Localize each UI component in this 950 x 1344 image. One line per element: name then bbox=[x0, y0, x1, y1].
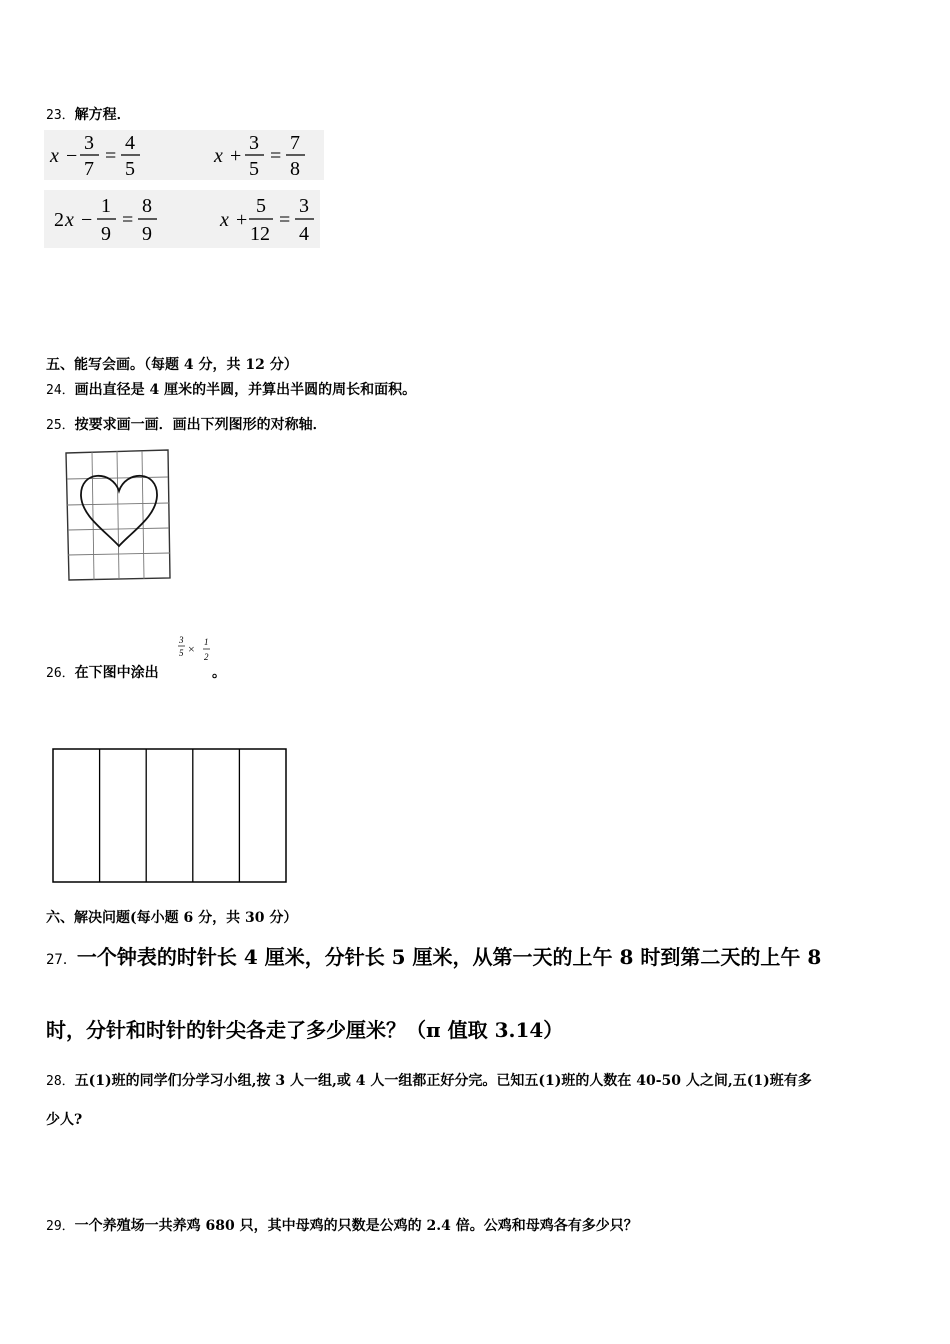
equation-3-num1: 1 bbox=[101, 195, 111, 217]
equation-row-1-svg bbox=[44, 130, 324, 180]
question-27-line-1 bbox=[46, 941, 821, 970]
equation-2 bbox=[213, 132, 305, 180]
equation-2-den1: 5 bbox=[249, 158, 259, 180]
equation-4-num2: 3 bbox=[299, 195, 309, 217]
equation-4-op: + bbox=[236, 209, 248, 231]
equation-1-den1: 7 bbox=[84, 158, 94, 180]
equation-3-eq: = bbox=[122, 209, 134, 231]
expr-den1: 5 bbox=[179, 648, 184, 658]
question-number: 23． bbox=[46, 108, 75, 123]
times-symbol: × bbox=[188, 642, 195, 656]
equation-1-num2: 4 bbox=[125, 132, 135, 154]
section-5-title: 五、能写会画。（每题 4 分，共 12 分） bbox=[46, 357, 298, 373]
question-25 bbox=[46, 414, 327, 434]
grid-lines bbox=[67, 451, 170, 580]
equation-3-op: − bbox=[81, 209, 93, 231]
question-27-line-2: 时，分针和时针的针尖各走了多少厘米？（π 值取 3.14） bbox=[46, 1018, 564, 1042]
equation-2-eq: = bbox=[270, 145, 282, 167]
question-29 bbox=[46, 1215, 638, 1235]
equation-4-den2: 4 bbox=[299, 223, 309, 245]
equation-4-den1: 12 bbox=[250, 223, 270, 245]
equation-4-num1: 5 bbox=[256, 195, 266, 217]
equation-image-row-2 bbox=[44, 190, 320, 248]
question-23 bbox=[46, 104, 131, 124]
equation-3 bbox=[54, 195, 157, 245]
question-text: 解方程． bbox=[74, 107, 131, 123]
question-number: 29． bbox=[46, 1219, 75, 1234]
question-28-line-1 bbox=[46, 1070, 812, 1090]
equation-1-op: − bbox=[66, 145, 78, 167]
question-number: 26． bbox=[46, 666, 75, 681]
question-text: 在下图中涂出 bbox=[74, 665, 159, 681]
equation-4-eq: = bbox=[279, 209, 291, 231]
question-26-tail: 。 bbox=[212, 665, 226, 681]
rectangle-border bbox=[53, 749, 286, 882]
question-26 bbox=[46, 662, 159, 682]
equation-1-den2: 5 bbox=[125, 158, 135, 180]
five-part-rectangle bbox=[52, 748, 288, 884]
equation-1-eq: = bbox=[105, 145, 117, 167]
equation-1-var: x bbox=[50, 145, 59, 167]
equation-3-den1: 9 bbox=[101, 223, 111, 245]
equation-2-op: + bbox=[230, 145, 242, 167]
question-text: 五(1)班的同学们分学习小组,按 3 人一组,或 4 人一组都正好分完。已知五(1)班的人数在 40-50 人之间,五(1)班有多 bbox=[74, 1073, 812, 1089]
question-28-line-2: 少人? bbox=[46, 1112, 83, 1128]
expr-num1: 3 bbox=[179, 635, 184, 645]
question-number: 28． bbox=[46, 1074, 75, 1089]
equation-3-var: x bbox=[65, 209, 74, 231]
equation-3-num2: 8 bbox=[142, 195, 152, 217]
heart-grid-figure bbox=[64, 448, 174, 584]
equation-4 bbox=[219, 195, 314, 245]
equation-2-num1: 3 bbox=[249, 132, 259, 154]
equation-3-den2: 9 bbox=[142, 223, 152, 245]
equation-1 bbox=[49, 132, 140, 180]
question-text: 一个养殖场一共养鸡 680 只，其中母鸡的只数是公鸡的 2.4 倍。公鸡和母鸡各有多少只？ bbox=[74, 1218, 638, 1234]
expr-den2: 2 bbox=[204, 652, 209, 662]
expr-num2: 1 bbox=[204, 637, 209, 647]
equation-row-2-svg bbox=[44, 190, 320, 248]
equation-2-den2: 8 bbox=[290, 158, 300, 180]
question-text: 一个钟表的时针长 4 厘米，分针长 5 厘米，从第一天的上午 8 时到第二天的上午 8 bbox=[76, 945, 822, 969]
question-24 bbox=[46, 379, 416, 399]
question-text: 画出直径是 4 厘米的半圆，并算出半圆的周长和面积。 bbox=[74, 382, 417, 398]
equation-1-num1: 3 bbox=[84, 132, 94, 154]
equation-4-var: x bbox=[220, 209, 229, 231]
question-number: 24． bbox=[46, 383, 75, 398]
equation-2-num2: 7 bbox=[290, 132, 300, 154]
equation-image-row-1 bbox=[44, 130, 324, 180]
fraction-expression bbox=[176, 634, 212, 670]
equation-2-var: x bbox=[214, 145, 223, 167]
section-6-title: 六、解决问题(每小题 6 分，共 30 分） bbox=[46, 910, 298, 926]
question-number: 25． bbox=[46, 418, 75, 433]
question-number: 27． bbox=[46, 952, 77, 968]
question-text: 按要求画一画．画出下列图形的对称轴． bbox=[74, 417, 327, 433]
equation-3-coef: 2 bbox=[54, 209, 64, 231]
